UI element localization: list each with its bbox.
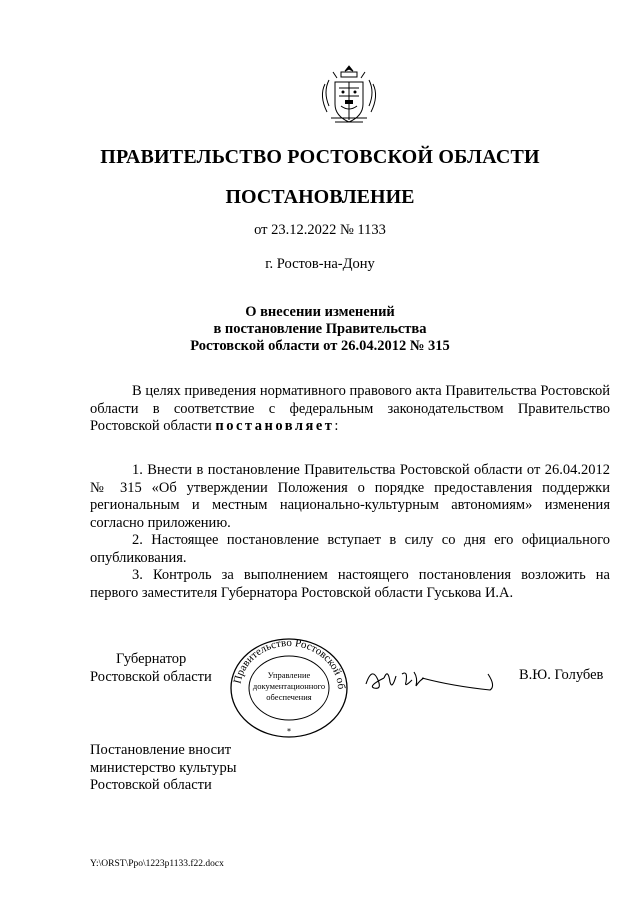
file-path: Y:\ORST\Ppo\1223p1133.f22.docx <box>90 859 224 869</box>
signatory-position-line: Ростовской области <box>90 669 212 685</box>
list-item: 3. Контроль за выполнением настоящего постановления возложить на первого заместителя Губернатора Ростовской области Гуськова И.А. <box>90 567 610 601</box>
signatory-position-line: Губернатор <box>116 651 187 667</box>
list-item: 1. Внести в постановление Правительства Ростовской области от 26.04.2012 № 315 «Об утверждении Положения о порядке предоставления поддержки региональным и местным национально-культурным автономиям» изменения согласно приложению. <box>90 462 610 531</box>
stamp-line: Управление <box>267 670 311 680</box>
official-stamp <box>228 636 350 738</box>
stamp-star: * <box>287 727 291 736</box>
document-subject <box>0 304 640 355</box>
footer-line: Постановление вносит <box>90 742 232 758</box>
coat-of-arms-icon <box>315 62 383 130</box>
signatory-position <box>90 650 212 686</box>
document-city: г. Ростов-на-Дону <box>265 256 375 272</box>
footer-line: министерство культуры <box>90 759 237 776</box>
document-type: ПОСТАНОВЛЕНИЕ <box>225 186 415 208</box>
handwritten-signature <box>362 660 497 700</box>
stamp-line: обеспечения <box>266 692 312 702</box>
preamble-verb: постановляет <box>215 418 335 434</box>
subject-line: в постановление Правительства <box>213 321 427 337</box>
list-item: 2. Настоящее постановление вступает в силу со дня его официального опубликования. <box>90 532 610 566</box>
resolution-items <box>90 462 610 602</box>
preamble <box>90 383 610 436</box>
government-title: ПРАВИТЕЛЬСТВО РОСТОВСКОЙ ОБЛАСТИ <box>100 146 540 168</box>
preamble-tail: : <box>334 418 339 434</box>
stamp-ring-text: Правительство Ростовской об <box>231 636 348 690</box>
subject-line: О внесении изменений <box>245 304 395 320</box>
signatory-name: В.Ю. Голубев <box>519 667 604 683</box>
subject-line: Ростовской области от 26.04.2012 № 315 <box>190 338 450 354</box>
stamp-line: документационного <box>252 681 326 691</box>
preamble-text: В целях приведения нормативного правового акта Правительства Ростовской области в соответствие с федеральным законодательством Правительство Ростовской области <box>90 383 610 434</box>
footer-line: Ростовской области <box>90 777 212 793</box>
submitted-by-note <box>90 742 236 795</box>
document-date-number: от 23.12.2022 № 1133 <box>254 222 386 238</box>
